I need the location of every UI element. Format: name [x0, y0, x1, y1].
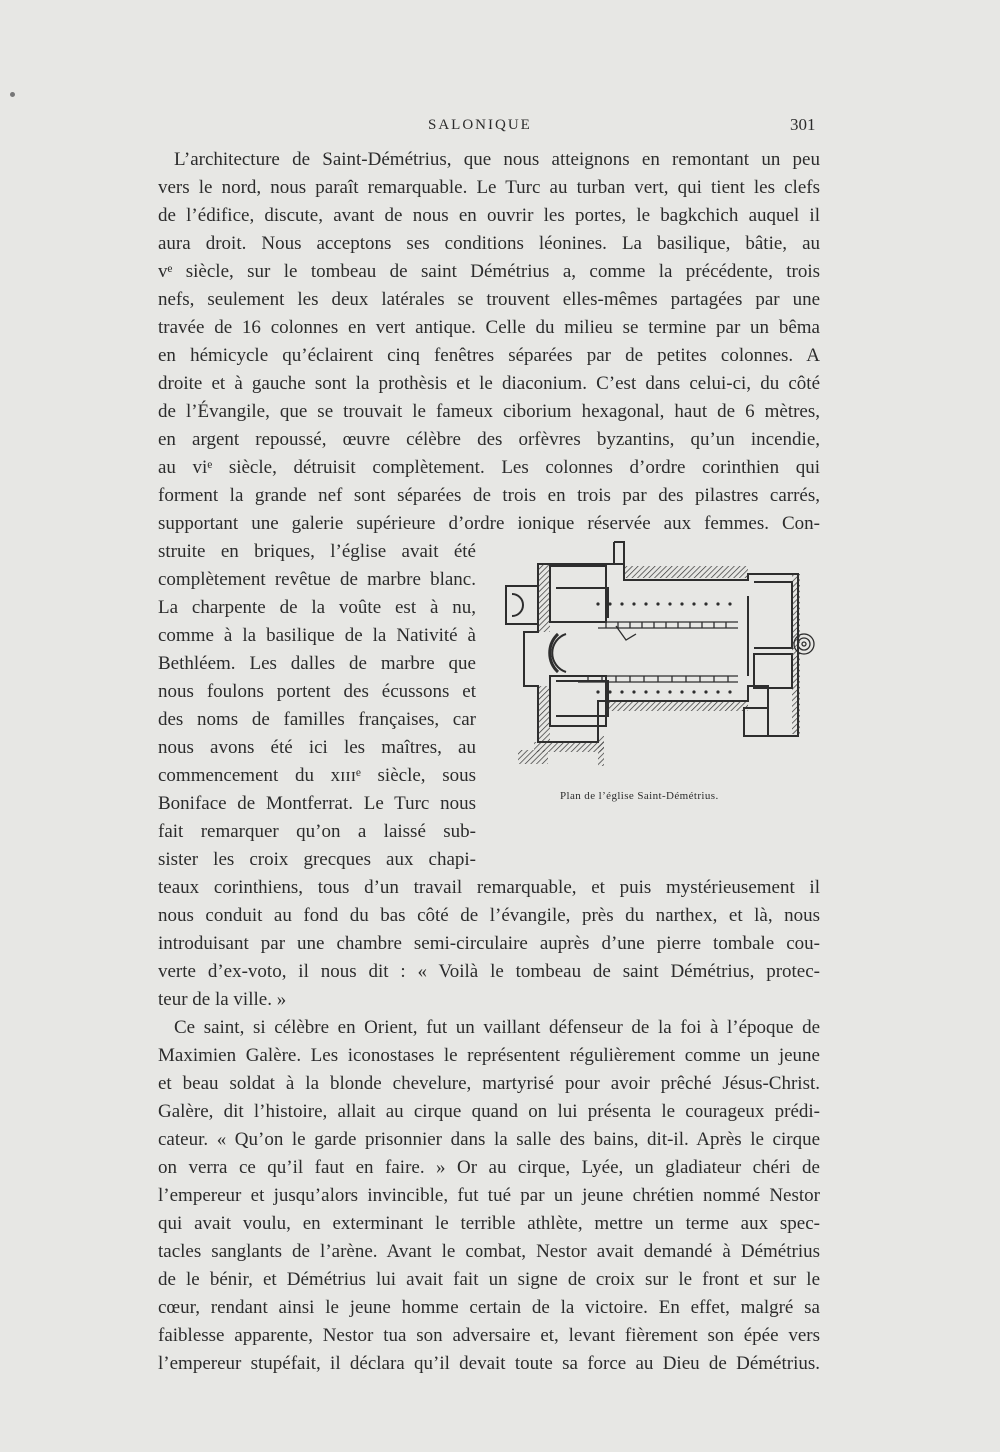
- floor-plan-drawing: [498, 536, 816, 780]
- text-line: de le bénir, et Démétrius lui avait fait un signe de croix sur le front et sur le: [158, 1269, 820, 1290]
- text-line: de l’édifice, discute, avant de nous en ouvrir les portes, le bagkchich auquel il: [158, 205, 820, 226]
- text-line: Galère, dit l’histoire, allait au cirque quand on lui présenta le courageux prédi-: [158, 1101, 820, 1122]
- text-line: Bethléem. Les dalles de marbre que: [158, 653, 476, 674]
- text-line: l’empereur stupéfait, il déclara qu’il devait toute sa force au Dieu de Démétrius.: [158, 1353, 820, 1374]
- church-floor-plan-figure: [498, 536, 816, 780]
- text-line: droite et à gauche sont la prothèsis et le diaconium. C’est dans celui-ci, du côté: [158, 373, 820, 394]
- text-line: teaux corinthiens, tous d’un travail remarquable, et puis mystérieusement il: [158, 877, 820, 898]
- text-line: complètement revêtue de marbre blanc.: [158, 569, 476, 590]
- text-line: des noms de familles françaises, car: [158, 709, 476, 730]
- text-line: au viᵉ siècle, détruisit complètement. Les colonnes d’ordre corinthien qui: [158, 457, 820, 478]
- running-title: SALONIQUE: [428, 117, 532, 133]
- text-line: cœur, rendant ainsi le jeune homme certain de la victoire. En effet, malgré sa: [158, 1297, 820, 1318]
- text-line: La charpente de la voûte est à nu,: [158, 597, 476, 618]
- text-line: qui avait voulu, en exterminant le terrible athlète, mettre un terme aux spec-: [158, 1213, 820, 1234]
- text-line: on verra ce qu’il faut en faire. » Or au cirque, Lyée, un gladiateur chéri de: [158, 1157, 820, 1178]
- text-line: nefs, seulement les deux latérales se trouvent elles-mêmes partagées par une: [158, 289, 820, 310]
- text-line: introduisant par une chambre semi-circulaire auprès d’une pierre tombale cou-: [158, 933, 820, 954]
- text-line: vers le nord, nous paraît remarquable. Le Turc au turban vert, qui tient les clefs: [158, 177, 820, 198]
- text-line: nous avons été ici les maîtres, au: [158, 737, 476, 758]
- text-line: struite en briques, l’église avait été: [158, 541, 476, 562]
- text-line: faiblesse apparente, Nestor tua son adversaire et, levant fièrement son épée vers: [158, 1325, 820, 1346]
- text-line: en hémicycle qu’éclairent cinq fenêtres séparées par de petites colonnes. A: [158, 345, 820, 366]
- text-line: tacles sanglants de l’arène. Avant le combat, Nestor avait demandé à Démétrius: [158, 1241, 820, 1262]
- text-line: en argent repoussé, œuvre célèbre des orfèvres byzantins, qu’un incendie,: [158, 429, 820, 450]
- page-number: 301: [790, 115, 816, 134]
- text-line: travée de 16 colonnes en vert antique. Celle du milieu se termine par un bêma: [158, 317, 820, 338]
- text-line: fait remarquer qu’on a laissé sub-: [158, 821, 476, 842]
- text-line: nous foulons portent des écussons et: [158, 681, 476, 702]
- text-line: Ce saint, si célèbre en Orient, fut un vaillant défenseur de la foi à l’époque de: [174, 1017, 820, 1038]
- figure-caption: Plan de l’église Saint-Démétrius.: [560, 790, 719, 802]
- text-line: de l’Évangile, que se trouvait le fameux ciborium hexagonal, haut de 6 mètres,: [158, 401, 820, 422]
- text-line: cateur. « Qu’on le garde prisonnier dans la salle des bains, dit-il. Après le cirque: [158, 1129, 820, 1150]
- ink-spot: [10, 92, 15, 97]
- text-line: vᵉ siècle, sur le tombeau de saint Démétrius a, comme la précédente, trois: [158, 261, 820, 282]
- text-line: aura droit. Nous acceptons ses conditions léonines. La basilique, bâtie, au: [158, 233, 820, 254]
- text-line: Maximien Galère. Les iconostases le représentent régulièrement comme un jeune: [158, 1045, 820, 1066]
- text-line: Boniface de Montferrat. Le Turc nous: [158, 793, 476, 814]
- text-line: forment la grande nef sont séparées de trois en trois par des pilastres carrés,: [158, 485, 820, 506]
- text-line: verte d’ex-voto, il nous dit : « Voilà le tombeau de saint Démétrius, protec-: [158, 961, 820, 982]
- text-line: nous conduit au fond du bas côté de l’évangile, près du narthex, et là, nous: [158, 905, 820, 926]
- text-line: supportant une galerie supérieure d’ordre ionique réservée aux femmes. Con-: [158, 513, 820, 534]
- text-line: L’architecture de Saint-Démétrius, que nous atteignons en remontant un peu: [174, 149, 820, 170]
- text-line: l’empereur et jusqu’alors invincible, fut tué par un jeune chrétien nommé Nestor: [158, 1185, 820, 1206]
- text-line: sister les croix grecques aux chapi-: [158, 849, 476, 870]
- text-line: et beau soldat à la blonde chevelure, martyrisé pour avoir prêché Jésus-Christ.: [158, 1073, 820, 1094]
- text-line: teur de la ville. »: [158, 989, 287, 1010]
- text-line: comme à la basilique de la Nativité à: [158, 625, 476, 646]
- text-line: commencement du xɪɪɪᵉ siècle, sous: [158, 765, 476, 786]
